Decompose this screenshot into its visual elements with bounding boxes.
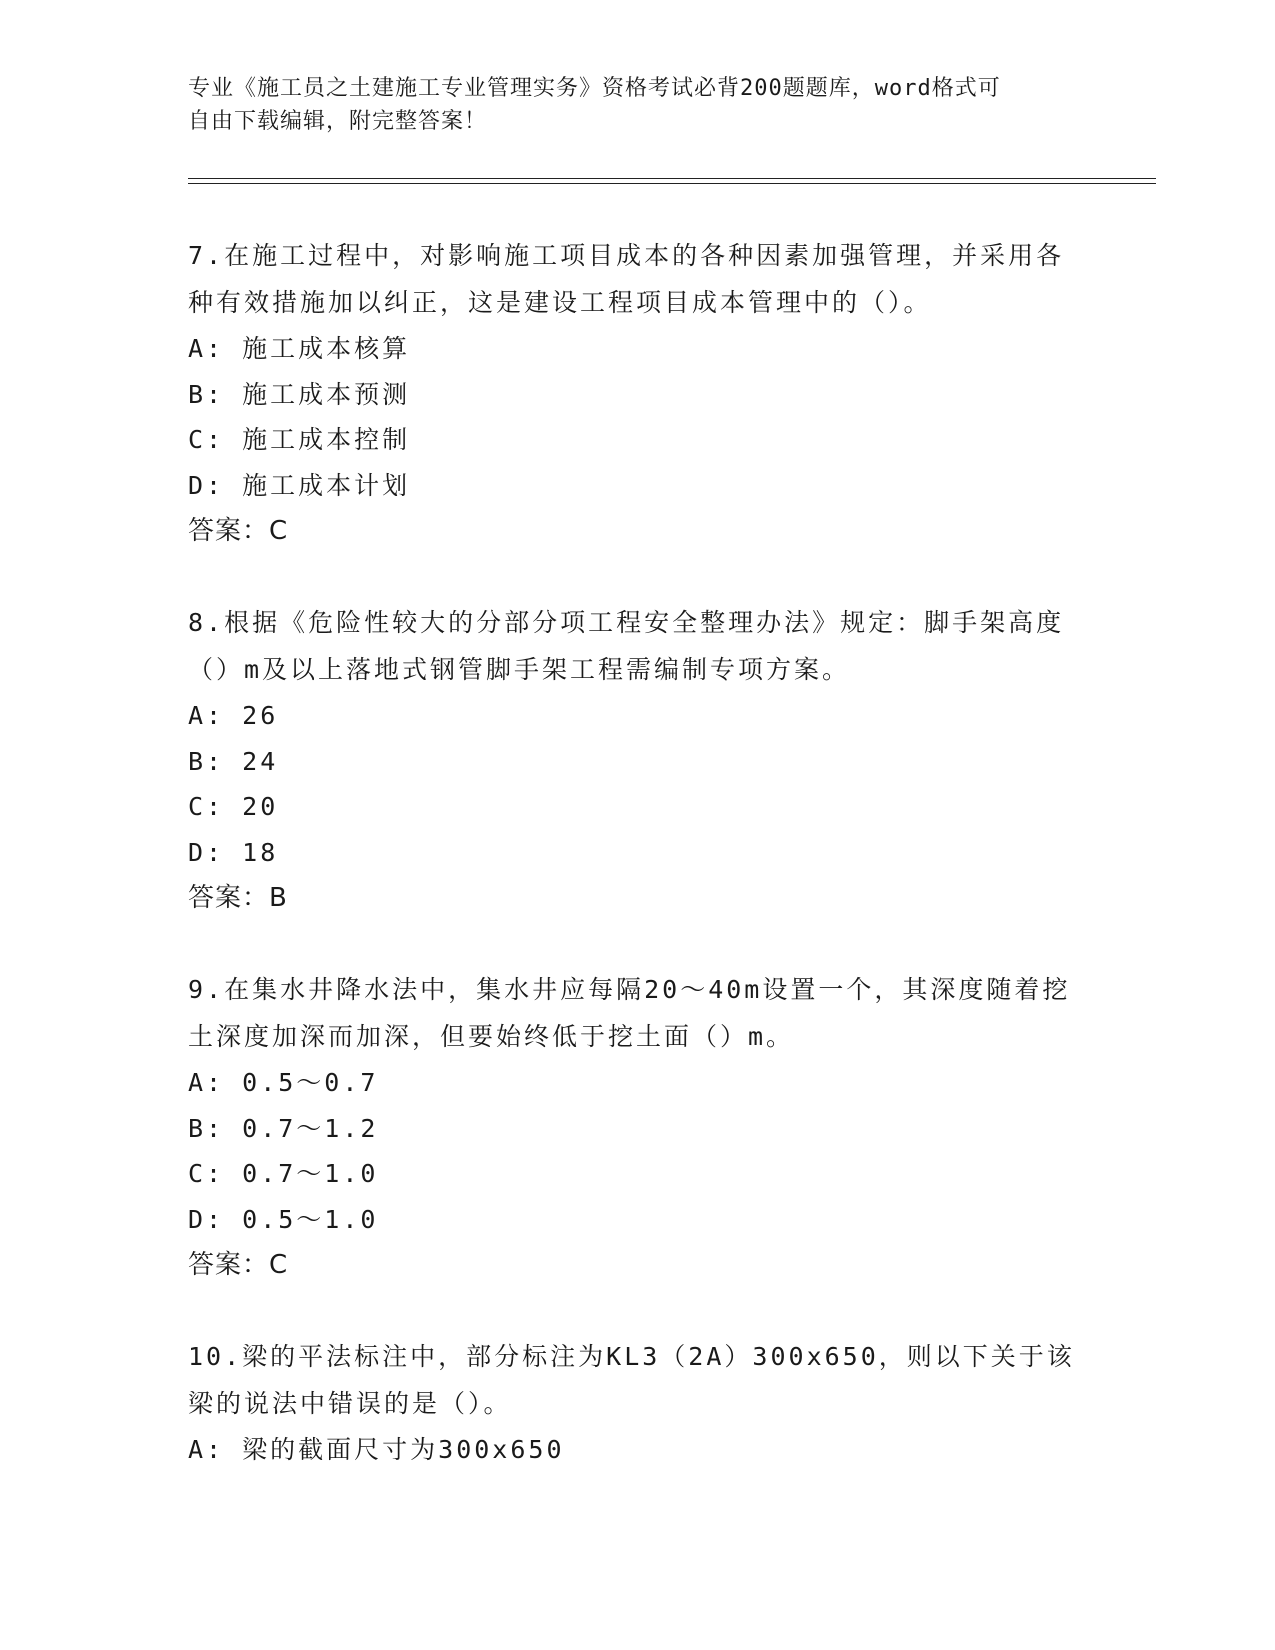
document-header bbox=[188, 72, 1068, 138]
question-7 bbox=[188, 232, 1088, 554]
question-text: 9.在集水井降水法中，集水井应每隔20～40m设置一个，其深度随着挖土深度加深而加深，但要始终低于挖土面（）m。 bbox=[188, 975, 1071, 1051]
answer-label: 答案：C bbox=[188, 516, 289, 546]
answer-label: 答案：B bbox=[188, 883, 288, 913]
question-8 bbox=[188, 599, 1088, 921]
option-b: B: 24 bbox=[188, 746, 279, 776]
header-divider-top bbox=[188, 178, 1156, 179]
option-d: D: 施工成本计划 bbox=[188, 470, 411, 500]
option-c: C: 0.7～1.0 bbox=[188, 1159, 379, 1188]
header-title-line-1: 专业《施工员之土建施工专业管理实务》资格考试必背200题题库，word格式可 bbox=[188, 76, 1001, 101]
question-list bbox=[188, 232, 1088, 1518]
question-10 bbox=[188, 1333, 1088, 1473]
question-text: 8.根据《危险性较大的分部分项工程安全整理办法》规定：脚手架高度（）m及以上落地式钢管脚手架工程需编制专项方案。 bbox=[188, 608, 1065, 684]
option-d: D: 0.5～1.0 bbox=[188, 1204, 379, 1234]
option-b: B: 0.7～1.2 bbox=[188, 1113, 379, 1143]
option-b: B: 施工成本预测 bbox=[188, 379, 411, 409]
option-a: A: 0.5～0.7 bbox=[188, 1068, 379, 1097]
question-text: 10.梁的平法标注中，部分标注为KL3（2A）300x650，则以下关于该梁的说法中错误的是（）。 bbox=[188, 1342, 1075, 1418]
question-text: 7.在施工过程中，对影响施工项目成本的各种因素加强管理，并采用各种有效措施加以纠正，这是建设工程项目成本管理中的（）。 bbox=[188, 241, 1065, 317]
option-c: C: 施工成本控制 bbox=[188, 425, 411, 454]
option-a: A: 梁的截面尺寸为300x650 bbox=[188, 1435, 565, 1464]
answer-label: 答案：C bbox=[188, 1250, 289, 1280]
option-d: D: 18 bbox=[188, 837, 279, 867]
question-9 bbox=[188, 966, 1088, 1288]
header-title-line-2: 自由下载编辑，附完整答案！ bbox=[188, 109, 488, 134]
option-c: C: 20 bbox=[188, 792, 279, 821]
option-a: A: 施工成本核算 bbox=[188, 334, 411, 363]
option-a: A: 26 bbox=[188, 701, 279, 730]
header-divider-bottom bbox=[188, 183, 1156, 184]
